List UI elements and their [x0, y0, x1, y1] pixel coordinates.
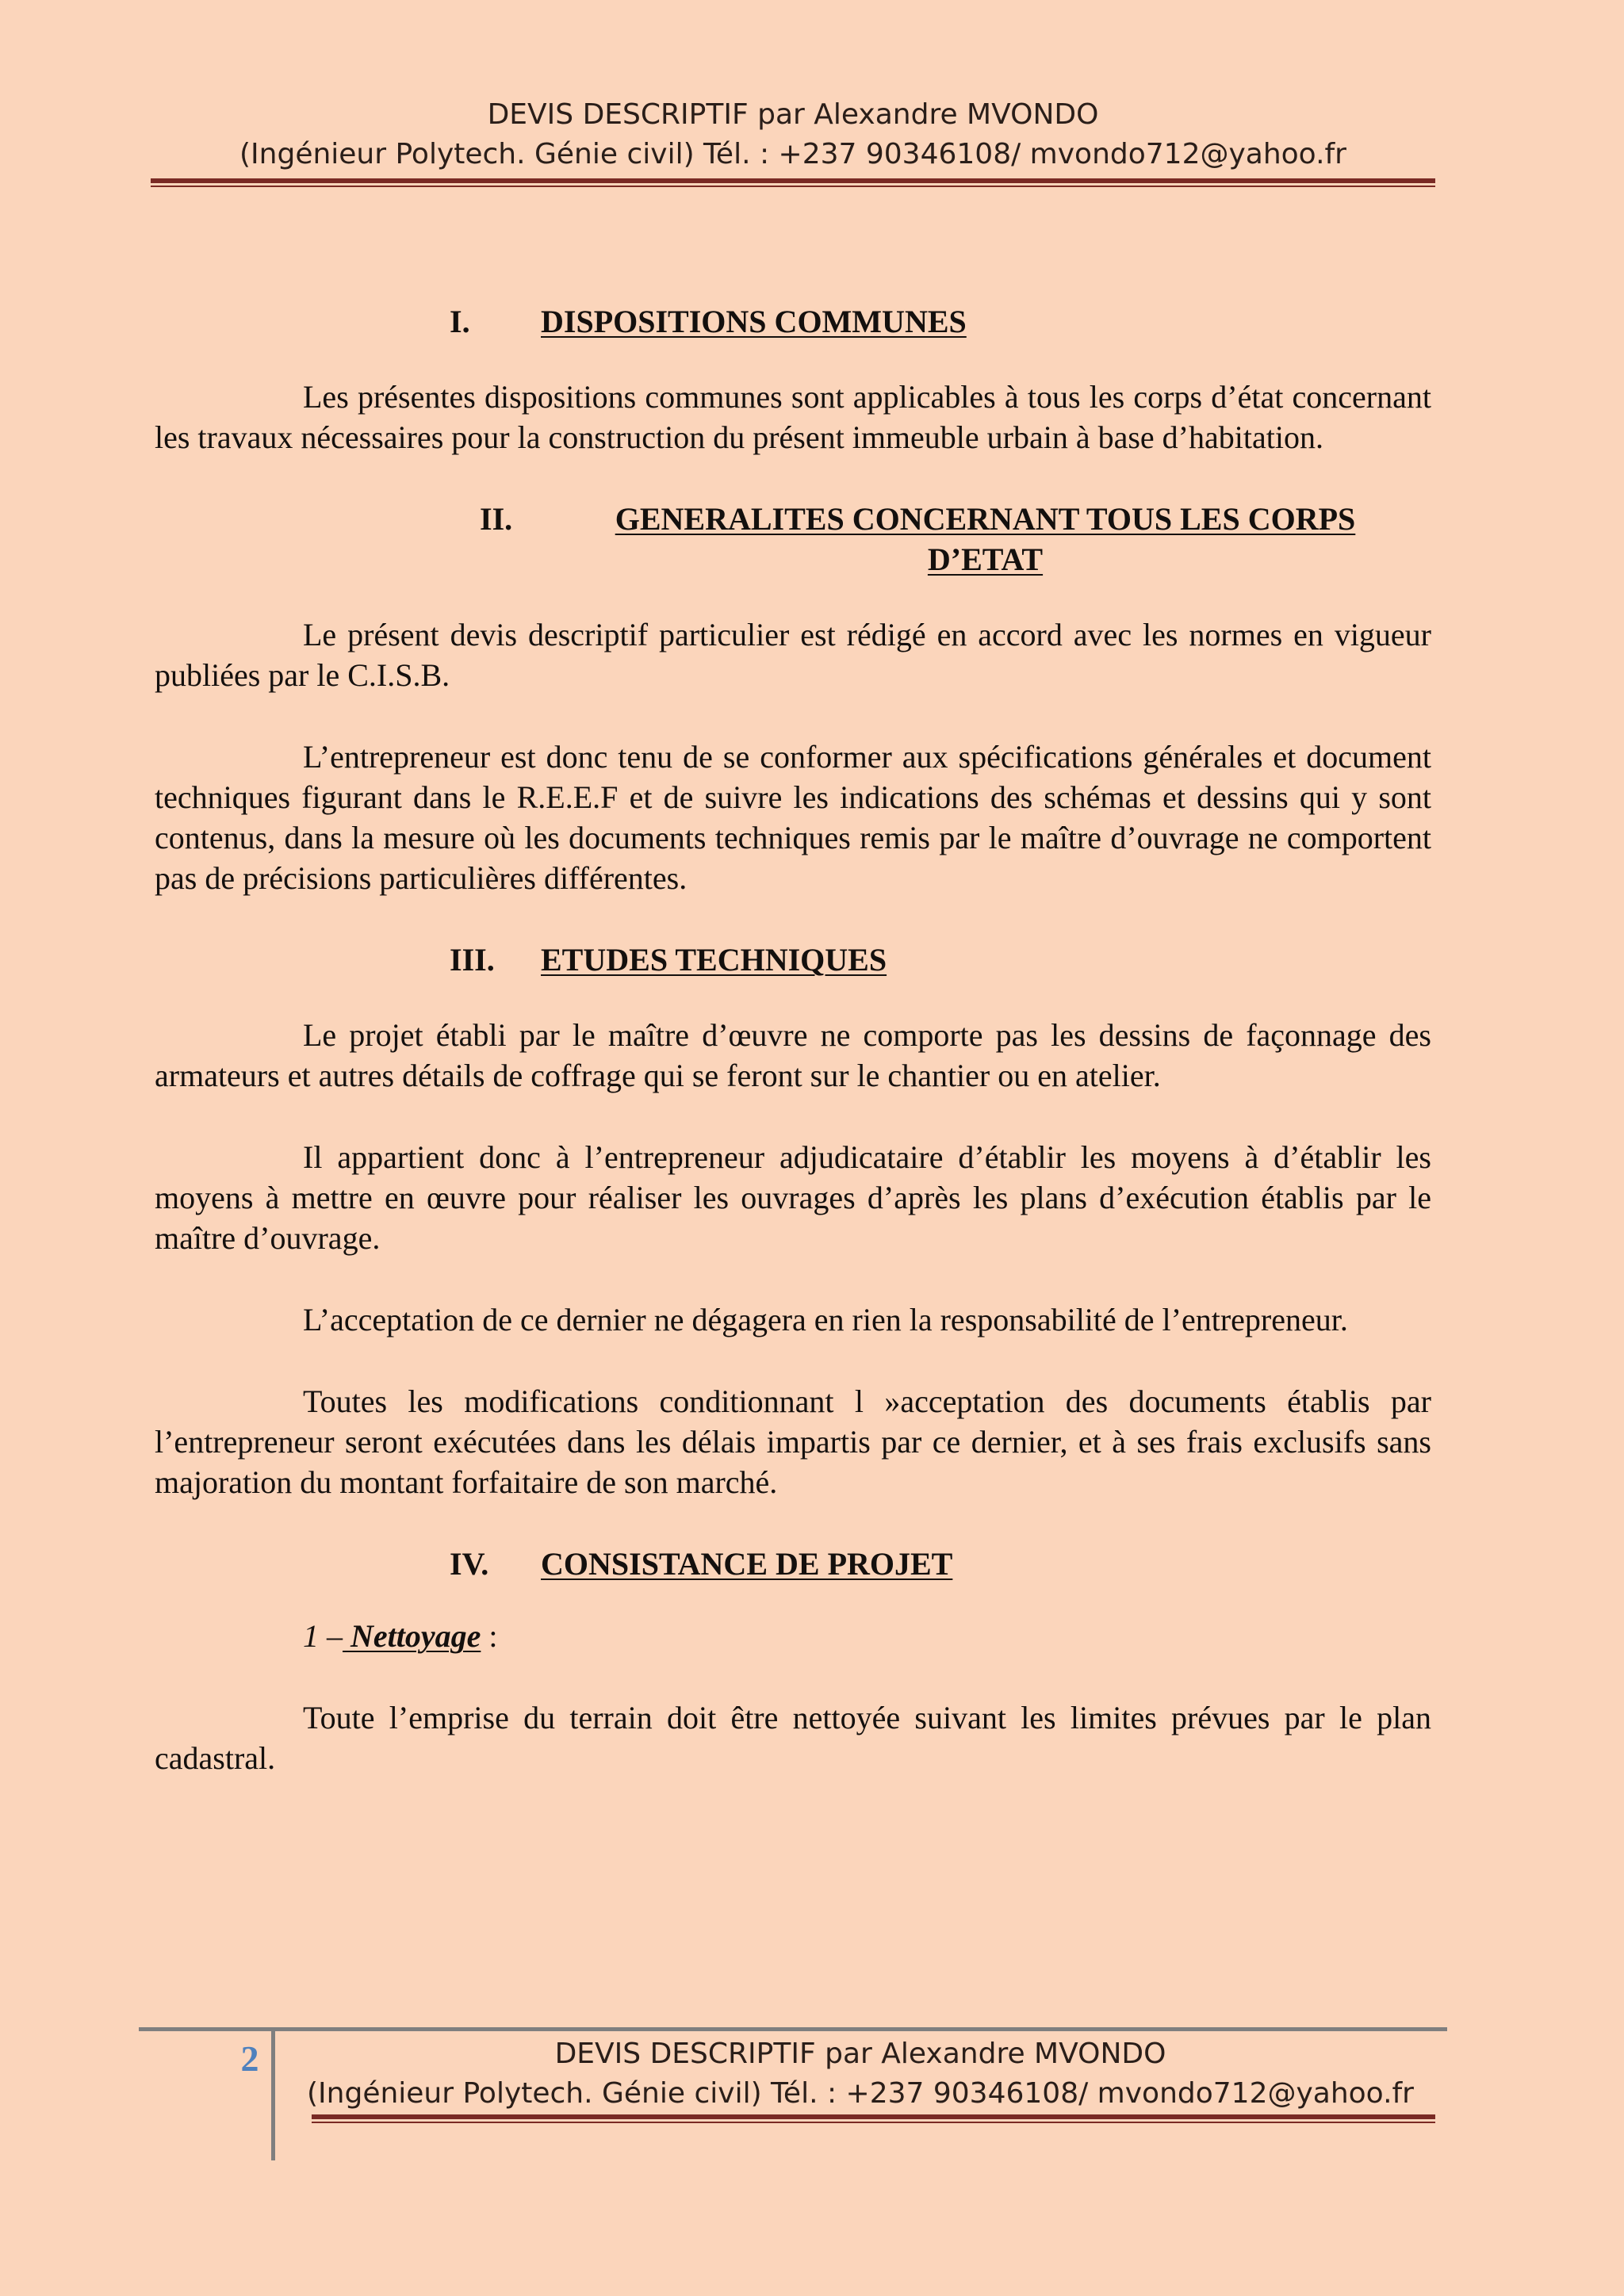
- section-number: III.: [450, 942, 495, 978]
- footer-top-rule: [139, 2027, 1447, 2031]
- footer-rule-thin: [312, 2122, 1435, 2123]
- section-heading-1: [155, 301, 1431, 342]
- document-body: [155, 301, 1431, 1820]
- subsection-colon: :: [481, 1618, 498, 1654]
- header-line-1: DEVIS DESCRIPTIF par Alexandre MVONDO: [487, 98, 1099, 131]
- header-line-2: (Ingénieur Polytech. Génie civil) Tél. : +237 90346108/ mvondo712@yahoo.fr: [239, 138, 1346, 170]
- subsection-prefix: 1 –: [303, 1618, 343, 1654]
- paragraph: L’entrepreneur est donc tenu de se conformer aux spécifications générales et document techniques figurant dans le R.E.E.F et de suivre les indications des schémas et dessins qui y sont contenus, dans la mesure où les documents techniques remis par le maître d’ouvrage ne comportent pas de précisions particulières différentes.: [155, 739, 1431, 896]
- paragraph: Les présentes dispositions communes sont applicables à tous les corps d’état concernant les travaux nécessaires pour la construction du présent immeuble urbain à base d’habitation.: [155, 379, 1431, 455]
- subsection-heading: [155, 1616, 1431, 1656]
- paragraph: Le projet établi par le maître d’œuvre ne comporte pas les dessins de façonnage des armateurs et autres détails de coffrage qui se feront sur le chantier ou en atelier.: [155, 1017, 1431, 1093]
- section-number: II.: [480, 501, 513, 537]
- paragraph: Il appartient donc à l’entrepreneur adjudicataire d’établir les moyens à d’établir les moyens à mettre en œuvre pour réaliser les ouvrages d’après les plans d’exécution établis par le maître d’ouvrage.: [155, 1139, 1431, 1256]
- section-heading-2: [155, 499, 1431, 580]
- page-number: 2: [240, 2038, 259, 2079]
- header-rule-thin: [151, 186, 1435, 187]
- page-footer: [285, 2034, 1435, 2114]
- section-title: ETUDES TECHNIQUES: [541, 942, 887, 978]
- section-title: CONSISTANCE DE PROJET: [541, 1546, 953, 1582]
- footer-vertical-rule: [271, 2027, 275, 2160]
- section-heading-3: [155, 939, 1431, 980]
- section-number: IV.: [450, 1546, 489, 1582]
- section-title: GENERALITES CONCERNANT TOUS LES CORPS D’ETAT: [615, 501, 1356, 577]
- header-rule: [151, 178, 1435, 183]
- paragraph: Le présent devis descriptif particulier est rédigé en accord avec les normes en vigueur publiées par le C.I.S.B.: [155, 617, 1431, 693]
- section-title: DISPOSITIONS COMMUNES: [541, 304, 967, 339]
- section-number: I.: [450, 304, 470, 339]
- page-header: [151, 95, 1435, 174]
- footer-line-1: DEVIS DESCRIPTIF par Alexandre MVONDO: [554, 2038, 1166, 2070]
- paragraph: Toutes les modifications conditionnant l »acceptation des documents établis par l’entrepreneur seront exécutées dans les délais impartis par ce dernier, et à ses frais exclusifs sans majoration du montant forfaitaire de son marché.: [155, 1383, 1431, 1500]
- section-heading-4: [155, 1544, 1431, 1584]
- paragraph: L’acceptation de ce dernier ne dégagera en rien la responsabilité de l’entrepreneur.: [303, 1302, 1348, 1337]
- subsection-title: Nettoyage: [343, 1618, 481, 1654]
- footer-line-2: (Ingénieur Polytech. Génie civil) Tél. : +237 90346108/ mvondo712@yahoo.fr: [306, 2077, 1414, 2110]
- paragraph: Toute l’emprise du terrain doit être nettoyée suivant les limites prévues par le plan cadastral.: [155, 1700, 1431, 1776]
- footer-rule: [312, 2114, 1435, 2119]
